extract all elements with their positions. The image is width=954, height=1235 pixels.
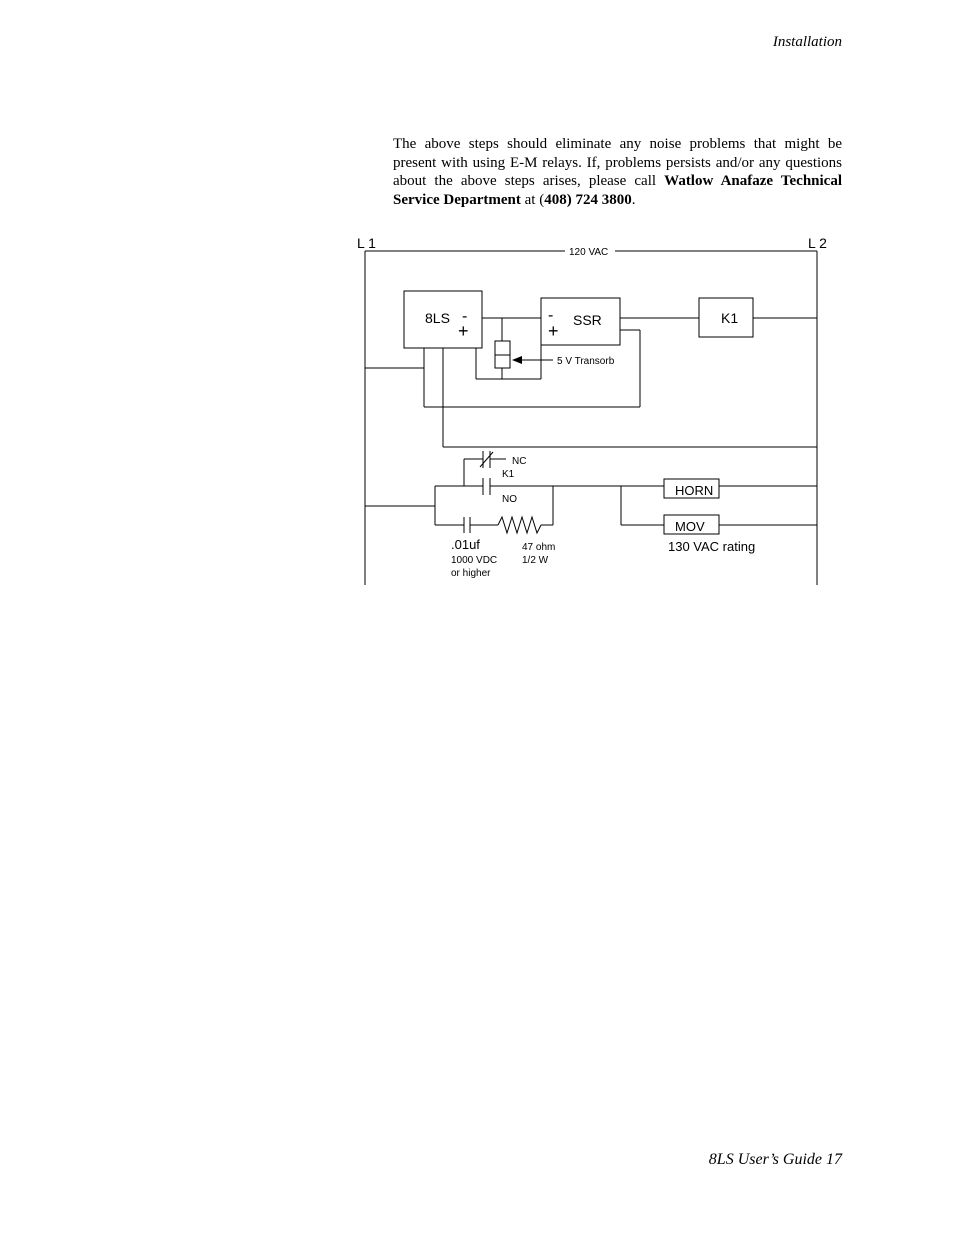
- page-footer: 8LS User’s Guide 17: [708, 1151, 842, 1168]
- capacitor-note: or higher: [451, 568, 491, 579]
- ssr-plus: +: [548, 321, 559, 341]
- running-header: Installation: [772, 34, 842, 50]
- nc-label: NC: [512, 456, 527, 467]
- transorb-label: 5 V Transorb: [557, 356, 615, 367]
- ssr-label: SSR: [573, 312, 602, 328]
- controller-label: 8LS: [425, 310, 450, 326]
- paragraph-text-3: .: [631, 191, 636, 208]
- controller-plus: +: [458, 321, 469, 341]
- resistor-power: 1/2 W: [522, 555, 549, 566]
- ssr-minus: -: [548, 307, 554, 324]
- k1-coil-label: K1: [721, 310, 739, 326]
- l1-label: L 1: [357, 235, 376, 251]
- mov-label: MOV: [675, 519, 705, 534]
- capacitor-voltage: 1000 VDC: [451, 555, 498, 566]
- company-name: Watlow Anafaze Technical Service Department: [393, 173, 842, 208]
- capacitor-value: .01uf: [451, 537, 480, 552]
- paragraph-text-2: at (: [520, 191, 545, 208]
- phone-number: 408) 724 3800: [544, 191, 632, 208]
- paragraph-text-1: The above steps should eliminate any noise problems that might be present with using E-M relays. If, problems persists and/or any questions about the above steps arises, please call: [393, 136, 842, 189]
- resistor: [498, 517, 541, 533]
- k1-contact-label: K1: [502, 469, 515, 480]
- transorb-arrowhead: [512, 356, 522, 364]
- no-label: NO: [502, 494, 517, 505]
- mov-rating: 130 VAC rating: [668, 539, 756, 554]
- resistor-value: 47 ohm: [522, 542, 556, 553]
- horn-label: HORN: [675, 483, 714, 498]
- controller-minus: -: [462, 308, 468, 325]
- supply-label: 120 VAC: [569, 247, 609, 258]
- l2-label: L 2: [808, 235, 827, 251]
